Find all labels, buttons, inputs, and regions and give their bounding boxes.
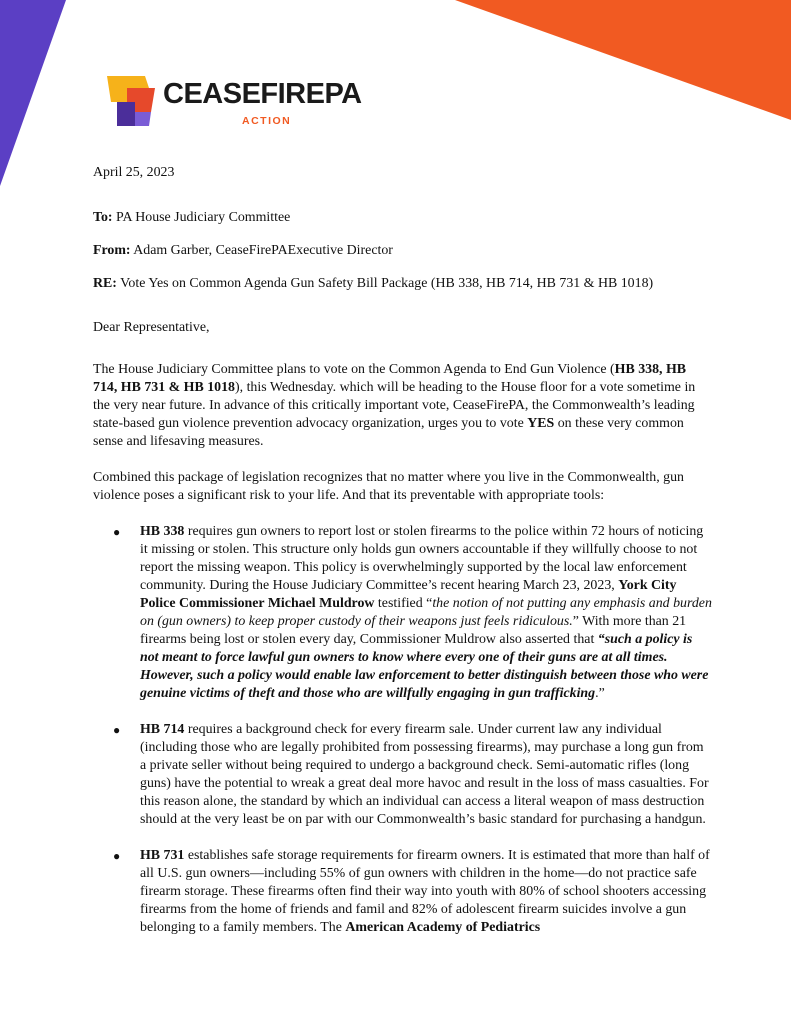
re-value: Vote Yes on Common Agenda Gun Safety Bill Package (HB 338, HB 714, HB 731 & HB 1018) [116, 276, 654, 291]
purple-triangle [0, 0, 66, 186]
logo-wordmark: CEASEFIREPA [163, 78, 362, 110]
from-value: Adam Garber, CeaseFirePAExecutive Director [130, 243, 393, 258]
hb731-title: HB 731 [140, 848, 185, 863]
re-line [93, 275, 713, 293]
purple-corner-shape [0, 0, 70, 190]
intro-yes: YES [527, 416, 555, 431]
hb338-commissioner: York City Police Commissioner Michael Muldrow [140, 578, 677, 611]
hb338-text-1: requires gun owners to report lost or stolen firearms to the police within 72 hours of noticing it missing or stolen. This structure only holds gun owners accountable if they willfully choose to not report the missing weapon. This policy is overwhelmingly supported by the local law enforcement community. During the House Judiciary Committee’s recent hearing March 23, 2023, [140, 524, 704, 593]
combined-paragraph: Combined this package of legislation recognizes that no matter where you live in the Commonwealth, gun violence poses a significant risk to your life. And that its preventable with appropriate tools: [93, 470, 684, 503]
hb714-title: HB 714 [140, 722, 185, 737]
hb338-text-2: testified “ [374, 596, 433, 611]
orange-corner-shape [455, 0, 791, 122]
intro-text-2: ), this Wednesday. which will be heading to the House floor for a vote sometime in the very near future. In advance of this critically important vote, CeaseFirePA, the Commonwealth’s leading state-based gun violence prevention advocacy organization, urges you to vote [93, 380, 696, 431]
re-label: RE: [93, 276, 117, 291]
hb338-text-4: .” [595, 686, 605, 701]
hb338-quote-2: “such a policy is not meant to force lawful gun owners to know where every one of their guns are at all times. However, such a policy would enable law enforcement to better distinguish between those who were genuine victims of theft and those who are willfully engaging in gun trafficking [140, 632, 709, 701]
bill-list [93, 523, 713, 937]
intro-bill-list: HB 338, HB 714, HB 731 & HB 1018 [93, 362, 687, 395]
bullet-icon: ● [113, 723, 121, 737]
bullet-icon: ● [113, 525, 121, 539]
list-item-hb714 [93, 721, 713, 829]
from-line [93, 242, 713, 260]
salutation: Dear Representative, [93, 320, 210, 335]
list-item-hb731 [93, 847, 713, 937]
intro-text-3: on these very common sense and lifesaving measures. [93, 416, 684, 449]
hb338-text-3: ” With more than 21 firearms being lost or stolen every day, Commissioner Muldrow also asserted that [140, 614, 687, 647]
hb338-quote-1: the notion of not putting any emphasis and burden on (gun owners) to keep proper custody of their weapons just feels ridiculous. [140, 596, 712, 629]
list-item-hb338 [93, 523, 713, 703]
logo-subtitle: ACTION [242, 115, 292, 127]
to-label: To: [93, 210, 113, 225]
from-label: From: [93, 243, 131, 258]
intro-paragraph [93, 361, 713, 451]
letter-body [93, 164, 713, 955]
hb731-text: establishes safe storage requirements for firearm owners. It is estimated that more than half of all U.S. gun owners—including 55% of gun owners with children in the home—do not practice safe firearm storage. These firearms often find their way into youth with 80% of school shooters accessing firearms from the home of friends and famil and 82% of adolescent firearm suicides involve a gun belonging to a family members. The [140, 848, 710, 935]
orange-triangle [455, 0, 791, 120]
letter-date: April 25, 2023 [93, 165, 175, 180]
intro-text-1: The House Judiciary Committee plans to vote on the Common Agenda to End Gun Violence ( [93, 362, 615, 377]
ceasefirepa-logo [105, 72, 395, 134]
hb714-text: requires a background check for every firearm sale. Under current law any individual (including those who are legally prohibited from possessing firearms), may purchase a long gun from a private seller without being required to undergo a background check. Semi-automatic rifles (long guns) have the potential to wreak a great deal more havoc and result in the loss of mass casualties. For this reason alone, the standard by which an individual can access a literal weapon of mass destruction should at the very least be on par with our Commonwealth’s basic standard for purchasing a handgun. [140, 722, 709, 827]
to-line [93, 209, 713, 227]
hb338-title: HB 338 [140, 524, 185, 539]
bullet-icon: ● [113, 849, 121, 863]
to-value: PA House Judiciary Committee [112, 210, 291, 225]
hb731-aap: American Academy of Pediatrics [345, 920, 541, 935]
keystone-logo-icon [105, 72, 159, 128]
